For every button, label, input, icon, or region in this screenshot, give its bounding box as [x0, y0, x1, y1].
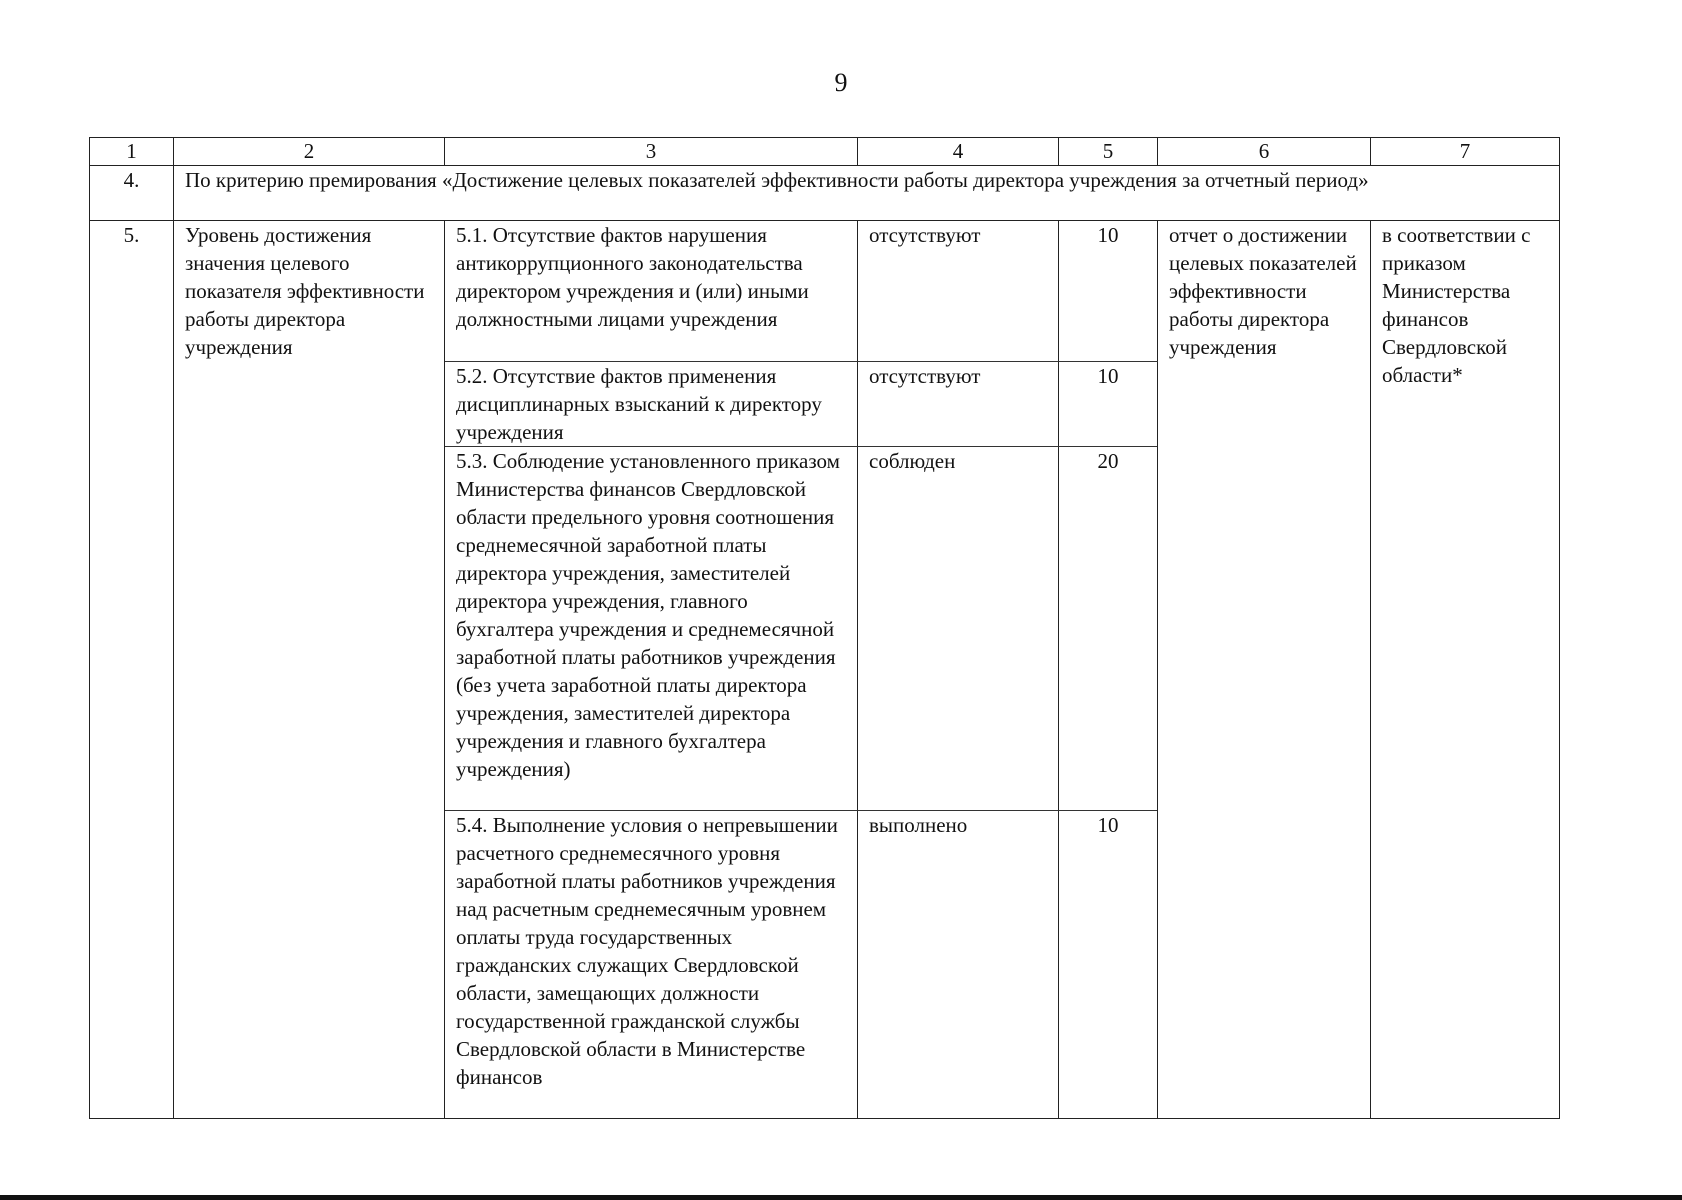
sub-indicator-text: 5.3. Соблюдение установленного приказом Министерства финансов Свердловской области предельного уровня соотношения среднемесячной заработной платы директора учреждения, заместителей директора учреждения, главного бухгалтера учреждения и среднемесячной заработной платы работников учреждения (без учета заработной платы директора учреждения, заместителей директора учреждения и главного бухгалтера учреждения) — [445, 447, 858, 811]
row-number: 5. — [90, 221, 174, 1119]
report-cell: отчет о достижении целевых показателей эффективности работы директора учреждения — [1158, 221, 1371, 1119]
criteria-table — [89, 137, 1560, 1119]
column-number: 2 — [174, 138, 445, 166]
table-row — [90, 221, 1560, 362]
sub-indicator-points: 10 — [1059, 811, 1158, 1119]
sub-indicator-points: 10 — [1059, 221, 1158, 362]
sub-indicator-value: соблюден — [858, 447, 1059, 811]
column-number: 4 — [858, 138, 1059, 166]
sub-indicator-text: 5.1. Отсутствие фактов нарушения антикоррупционного законодательства директором учреждения и (или) иными должностными лицами учреждения — [445, 221, 858, 362]
row-number: 4. — [90, 166, 174, 221]
column-number-row — [90, 138, 1560, 166]
sub-indicator-value: отсутствуют — [858, 362, 1059, 447]
indicator-cell: Уровень достижения значения целевого показателя эффективности работы директора учреждения — [174, 221, 445, 1119]
column-number: 1 — [90, 138, 174, 166]
column-number: 7 — [1371, 138, 1560, 166]
sub-indicator-value: отсутствуют — [858, 221, 1059, 362]
column-number: 5 — [1059, 138, 1158, 166]
source-cell: в соответствии с приказом Министерства финансов Свердловской области* — [1371, 221, 1560, 1119]
page-number: 9 — [834, 68, 848, 97]
column-number: 6 — [1158, 138, 1371, 166]
scan-edge — [0, 1195, 1682, 1200]
sub-indicator-value: выполнено — [858, 811, 1059, 1119]
section-title: По критерию премирования «Достижение целевых показателей эффективности работы директора учреждения за отчетный период» — [174, 166, 1560, 221]
sub-indicator-points: 10 — [1059, 362, 1158, 447]
sub-indicator-points: 20 — [1059, 447, 1158, 811]
column-number: 3 — [445, 138, 858, 166]
sub-indicator-text: 5.2. Отсутствие фактов применения дисциплинарных взысканий к директору учреждения — [445, 362, 858, 447]
sub-indicator-text: 5.4. Выполнение условия о непревышении расчетного среднемесячного уровня заработной платы работников учреждения над расчетным среднемесячным уровнем оплаты труда государственных гражданских служащих Свердловской области, замещающих должности государственной гражданской службы Свердловской области в Министерстве финансов — [445, 811, 858, 1119]
section-row-4 — [90, 166, 1560, 221]
